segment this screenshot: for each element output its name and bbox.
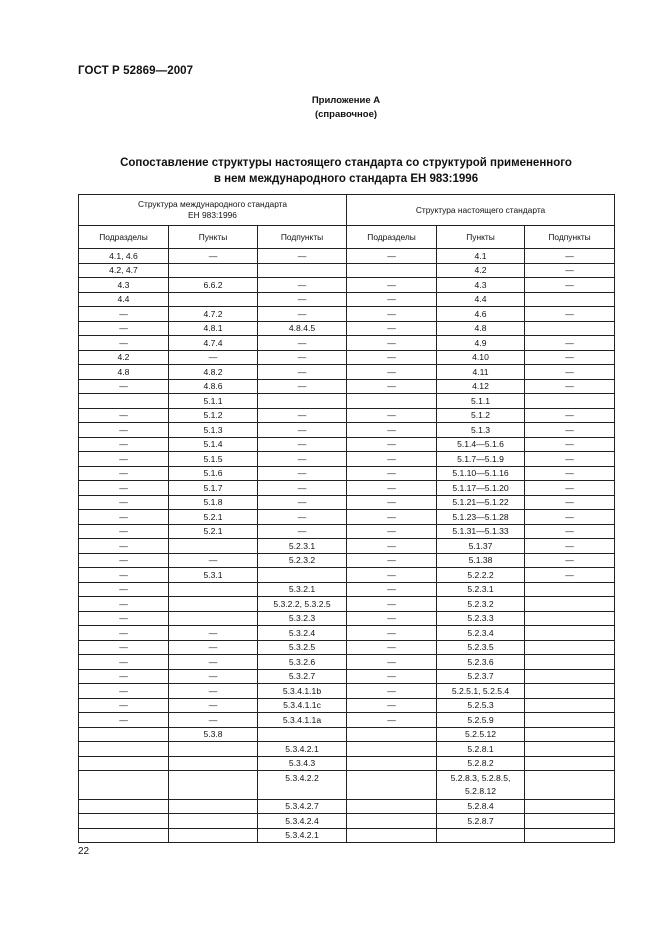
table-row xyxy=(79,466,615,481)
table-cell-clause-intl: 5.3.8 xyxy=(169,727,258,742)
table-cell-clause-this: 5.1.31—5.1.33 xyxy=(437,524,525,539)
table-cell-clause-this: 5.2.3.2 xyxy=(437,597,525,612)
table-cell-subclause-this xyxy=(525,727,615,742)
table-cell-subclause-intl: 5.3.4.2.1 xyxy=(258,742,347,757)
table-cell-subsection-this: — xyxy=(347,698,437,713)
table-cell-subsection-intl xyxy=(79,799,169,814)
column-header-subsections-intl: Подразделы xyxy=(79,226,169,249)
table-cell-subsection-intl: 4.3 xyxy=(79,278,169,293)
table-cell-subclause-intl: — xyxy=(258,307,347,322)
table-cell-subclause-intl: 5.3.4.1.1b xyxy=(258,684,347,699)
table-cell-clause-this: 5.2.5.12 xyxy=(437,727,525,742)
table-cell-subclause-intl: — xyxy=(258,292,347,307)
table-cell-clause-this: 5.2.5.9 xyxy=(437,713,525,728)
column-header-clauses-intl: Пункты xyxy=(169,226,258,249)
table-cell-clause-this: 5.1.38 xyxy=(437,553,525,568)
table-row xyxy=(79,307,615,322)
table-cell-subclause-this: — xyxy=(525,365,615,380)
table-cell-clause-intl xyxy=(169,263,258,278)
table-cell-clause-this: 5.2.8.7 xyxy=(437,814,525,829)
table-cell-subclause-this xyxy=(525,321,615,336)
table-cell-clause-this: 5.1.2 xyxy=(437,408,525,423)
table-cell-subsection-this: — xyxy=(347,524,437,539)
table-header-group-row xyxy=(79,195,615,226)
table-cell-subsection-intl: — xyxy=(79,539,169,554)
table-row xyxy=(79,408,615,423)
table-cell-subclause-this xyxy=(525,684,615,699)
table-cell-subsection-intl: — xyxy=(79,597,169,612)
table-cell-subclause-this: — xyxy=(525,452,615,467)
table-cell-subclause-intl: — xyxy=(258,481,347,496)
table-cell-clause-intl: — xyxy=(169,684,258,699)
table-cell-subclause-this xyxy=(525,799,615,814)
table-cell-clause-intl xyxy=(169,582,258,597)
table-cell-subsection-this: — xyxy=(347,655,437,670)
table-cell-clause-intl xyxy=(169,539,258,554)
table-row xyxy=(79,669,615,684)
table-cell-subsection-this: — xyxy=(347,669,437,684)
table-cell-subclause-intl: — xyxy=(258,466,347,481)
table-cell-clause-intl: 4.8.1 xyxy=(169,321,258,336)
table-cell-clause-this: 4.9 xyxy=(437,336,525,351)
table-cell-subclause-intl: 5.3.4.2.2 xyxy=(258,771,347,800)
table-cell-subsection-intl: — xyxy=(79,713,169,728)
table-cell-subsection-this xyxy=(347,727,437,742)
table-cell-subclause-intl: 5.3.2.6 xyxy=(258,655,347,670)
table-cell-subsection-intl: — xyxy=(79,553,169,568)
table-cell-clause-this: 5.2.3.7 xyxy=(437,669,525,684)
column-header-subclauses-intl: Подпункты xyxy=(258,226,347,249)
table-title-line-1: Сопоставление структуры настоящего стандарта со структурой примененного xyxy=(120,157,572,169)
table-row xyxy=(79,452,615,467)
table-row xyxy=(79,582,615,597)
table-cell-clause-intl: 4.8.2 xyxy=(169,365,258,380)
table-cell-subsection-this xyxy=(347,394,437,409)
table-cell-subsection-this: — xyxy=(347,510,437,525)
table-cell-clause-intl: 5.1.4 xyxy=(169,437,258,452)
table-cell-subclause-intl: — xyxy=(258,278,347,293)
page-number: 22 xyxy=(78,846,90,857)
table-cell-subsection-this: — xyxy=(347,379,437,394)
table-row xyxy=(79,799,615,814)
table-cell-clause-intl xyxy=(169,292,258,307)
table-cell-subclause-intl: 4.8.4.5 xyxy=(258,321,347,336)
header-this-standard: Структура настоящего стандарта xyxy=(347,195,615,226)
table-cell-subsection-intl xyxy=(79,727,169,742)
table-row xyxy=(79,321,615,336)
table-row xyxy=(79,626,615,641)
table-cell-clause-this: 5.2.8.1 xyxy=(437,742,525,757)
table-cell-subclause-intl: — xyxy=(258,408,347,423)
table-cell-subsection-this: — xyxy=(347,597,437,612)
table-cell-subsection-this: — xyxy=(347,278,437,293)
table-cell-clause-this: 5.2.8.4 xyxy=(437,799,525,814)
appendix-label: Приложение А xyxy=(311,95,381,106)
table-cell-clause-intl: — xyxy=(169,655,258,670)
table-cell-subsection-intl: 4.4 xyxy=(79,292,169,307)
table-row xyxy=(79,350,615,365)
table-row xyxy=(79,756,615,771)
table-cell-subsection-this: — xyxy=(347,684,437,699)
table-cell-subclause-intl: — xyxy=(258,423,347,438)
table-cell-subclause-this: — xyxy=(525,466,615,481)
table-row xyxy=(79,655,615,670)
table-cell-subsection-this xyxy=(347,814,437,829)
table-cell-subclause-this xyxy=(525,626,615,641)
table-cell-subsection-intl: 4.2, 4.7 xyxy=(79,263,169,278)
table-cell-subclause-this xyxy=(525,756,615,771)
table-row xyxy=(79,611,615,626)
table-cell-subclause-intl: 5.3.4.2.7 xyxy=(258,799,347,814)
table-cell-clause-intl: 5.2.1 xyxy=(169,524,258,539)
table-cell-subsection-this: — xyxy=(347,350,437,365)
table-cell-subclause-this xyxy=(525,713,615,728)
table-cell-subclause-intl: 5.3.4.2.1 xyxy=(258,828,347,843)
table-cell-clause-this: 5.1.1 xyxy=(437,394,525,409)
table-cell-subclause-intl: 5.3.2.3 xyxy=(258,611,347,626)
table-row xyxy=(79,437,615,452)
table-row xyxy=(79,394,615,409)
table-cell-subsection-intl: — xyxy=(79,408,169,423)
table-cell-subclause-this: — xyxy=(525,336,615,351)
table-cell-clause-intl: 5.1.8 xyxy=(169,495,258,510)
table-cell-subclause-intl: — xyxy=(258,510,347,525)
table-cell-subsection-intl: — xyxy=(79,437,169,452)
table-row xyxy=(79,597,615,612)
table-cell-subsection-this xyxy=(347,756,437,771)
table-cell-subsection-intl: — xyxy=(79,379,169,394)
table-row xyxy=(79,553,615,568)
table-cell-clause-this xyxy=(437,828,525,843)
table-cell-subsection-intl xyxy=(79,756,169,771)
table-cell-subsection-intl: — xyxy=(79,568,169,583)
table-row xyxy=(79,379,615,394)
table-cell-subclause-this: — xyxy=(525,437,615,452)
table-cell-clause-this: 4.11 xyxy=(437,365,525,380)
table-cell-subsection-this: — xyxy=(347,408,437,423)
table-cell-subsection-intl: — xyxy=(79,655,169,670)
table-cell-subclause-intl: 5.2.3.2 xyxy=(258,553,347,568)
table-cell-subclause-this: — xyxy=(525,423,615,438)
table-cell-subclause-this xyxy=(525,828,615,843)
table-cell-clause-intl: — xyxy=(169,640,258,655)
table-cell-subsection-intl: — xyxy=(79,495,169,510)
table-row xyxy=(79,263,615,278)
table-row xyxy=(79,510,615,525)
table-cell-subclause-this xyxy=(525,814,615,829)
table-cell-subsection-this: — xyxy=(347,466,437,481)
table-cell-subclause-this: — xyxy=(525,510,615,525)
table-cell-subclause-this: — xyxy=(525,263,615,278)
table-cell-clause-intl xyxy=(169,771,258,800)
table-cell-subclause-this: — xyxy=(525,568,615,583)
table-cell-subsection-this xyxy=(347,799,437,814)
table-cell-subsection-intl: — xyxy=(79,423,169,438)
table-cell-clause-this: 5.2.8.3, 5.2.8.5, 5.2.8.12 xyxy=(437,771,525,800)
table-cell-subsection-intl: — xyxy=(79,466,169,481)
table-cell-clause-this: 5.2.3.1 xyxy=(437,582,525,597)
table-cell-clause-intl xyxy=(169,799,258,814)
table-cell-subclause-this: — xyxy=(525,524,615,539)
table-cell-clause-intl: 4.7.2 xyxy=(169,307,258,322)
table-row xyxy=(79,539,615,554)
table-row xyxy=(79,423,615,438)
table-row xyxy=(79,495,615,510)
table-cell-clause-this: 5.2.2.2 xyxy=(437,568,525,583)
table-cell-subclause-this: — xyxy=(525,539,615,554)
table-cell-clause-this: 5.2.8.2 xyxy=(437,756,525,771)
table-cell-clause-intl: 5.1.6 xyxy=(169,466,258,481)
table-cell-clause-intl xyxy=(169,828,258,843)
table-cell-subclause-this xyxy=(525,669,615,684)
table-cell-subsection-intl: — xyxy=(79,510,169,525)
table-cell-clause-this: 5.1.3 xyxy=(437,423,525,438)
table-cell-subsection-this: — xyxy=(347,713,437,728)
table-cell-subclause-this xyxy=(525,640,615,655)
table-cell-subclause-intl: 5.3.2.2, 5.3.2.5 xyxy=(258,597,347,612)
table-cell-subsection-intl: — xyxy=(79,684,169,699)
table-cell-clause-this: 5.2.3.3 xyxy=(437,611,525,626)
table-cell-subsection-intl: — xyxy=(79,452,169,467)
table-cell-subsection-intl: — xyxy=(79,698,169,713)
table-cell-subsection-intl: 4.1, 4.6 xyxy=(79,249,169,264)
table-cell-subsection-this: — xyxy=(347,437,437,452)
table-cell-subclause-this: — xyxy=(525,379,615,394)
table-cell-clause-intl: — xyxy=(169,698,258,713)
table-cell-subclause-this xyxy=(525,582,615,597)
table-cell-subsection-this: — xyxy=(347,495,437,510)
table-cell-subsection-intl: — xyxy=(79,669,169,684)
table-row xyxy=(79,640,615,655)
table-cell-subsection-intl xyxy=(79,771,169,800)
table-cell-subsection-this: — xyxy=(347,307,437,322)
table-row xyxy=(79,568,615,583)
table-cell-clause-this: 4.2 xyxy=(437,263,525,278)
table-cell-clause-this: 4.10 xyxy=(437,350,525,365)
table-cell-subsection-this xyxy=(347,771,437,800)
table-cell-clause-this: 4.3 xyxy=(437,278,525,293)
table-cell-subclause-intl: — xyxy=(258,350,347,365)
table-cell-clause-intl: 6.6.2 xyxy=(169,278,258,293)
table-row xyxy=(79,713,615,728)
table-cell-subsection-intl: — xyxy=(79,611,169,626)
table-cell-clause-this: 5.1.7—5.1.9 xyxy=(437,452,525,467)
table-cell-clause-intl xyxy=(169,814,258,829)
table-cell-subclause-intl: 5.3.4.3 xyxy=(258,756,347,771)
table-cell-subclause-intl: 5.3.2.1 xyxy=(258,582,347,597)
table-cell-subclause-intl: — xyxy=(258,452,347,467)
table-cell-subclause-this: — xyxy=(525,278,615,293)
table-cell-subsection-intl xyxy=(79,394,169,409)
table-cell-subclause-this xyxy=(525,611,615,626)
table-cell-subsection-intl: — xyxy=(79,481,169,496)
table-cell-subclause-this xyxy=(525,655,615,670)
table-cell-subclause-this: — xyxy=(525,553,615,568)
table-row xyxy=(79,742,615,757)
table-cell-clause-this: 4.8 xyxy=(437,321,525,336)
table-row xyxy=(79,684,615,699)
table-cell-clause-intl: — xyxy=(169,669,258,684)
table-row xyxy=(79,814,615,829)
table-cell-subsection-this: — xyxy=(347,423,437,438)
table-cell-subsection-this: — xyxy=(347,365,437,380)
table-cell-clause-intl xyxy=(169,597,258,612)
table-cell-subclause-this xyxy=(525,394,615,409)
table-cell-subclause-this: — xyxy=(525,350,615,365)
table-cell-subclause-intl: — xyxy=(258,249,347,264)
table-cell-clause-this: 5.1.23—5.1.28 xyxy=(437,510,525,525)
table-cell-subclause-intl: 5.3.2.7 xyxy=(258,669,347,684)
table-cell-subsection-this: — xyxy=(347,321,437,336)
table-cell-subclause-this: — xyxy=(525,249,615,264)
table-cell-clause-intl: 5.1.5 xyxy=(169,452,258,467)
table-cell-subclause-this xyxy=(525,698,615,713)
table-cell-clause-this: 5.2.3.6 xyxy=(437,655,525,670)
table-cell-clause-this: 4.4 xyxy=(437,292,525,307)
table-cell-clause-this: 5.2.3.5 xyxy=(437,640,525,655)
table-cell-clause-intl: 5.3.1 xyxy=(169,568,258,583)
table-cell-clause-this: 5.1.4—5.1.6 xyxy=(437,437,525,452)
table-cell-subclause-this xyxy=(525,292,615,307)
table-cell-subclause-this: — xyxy=(525,307,615,322)
table-cell-subclause-intl: 5.3.2.5 xyxy=(258,640,347,655)
document-code: ГОСТ Р 52869—2007 xyxy=(78,65,194,77)
header-international-standard: Структура международного стандарта ЕН 983:1996 xyxy=(79,195,347,226)
table-cell-subclause-this: — xyxy=(525,481,615,496)
table-cell-subclause-intl: — xyxy=(258,336,347,351)
table-row xyxy=(79,278,615,293)
table-cell-subclause-intl: 5.3.2.4 xyxy=(258,626,347,641)
table-cell-subsection-this: — xyxy=(347,582,437,597)
table-cell-subclause-intl: — xyxy=(258,437,347,452)
table-cell-subsection-this xyxy=(347,742,437,757)
table-cell-subclause-this: — xyxy=(525,495,615,510)
table-cell-clause-this: 5.1.37 xyxy=(437,539,525,554)
column-header-clauses-this: Пункты xyxy=(437,226,525,249)
table-cell-subclause-this: — xyxy=(525,408,615,423)
table-cell-subsection-this xyxy=(347,828,437,843)
table-cell-subsection-this: — xyxy=(347,626,437,641)
table-cell-subclause-this xyxy=(525,742,615,757)
table-cell-subclause-intl: — xyxy=(258,365,347,380)
table-cell-subclause-intl: 5.3.4.1.1c xyxy=(258,698,347,713)
table-cell-subclause-intl xyxy=(258,568,347,583)
table-cell-clause-intl: — xyxy=(169,350,258,365)
table-cell-clause-intl xyxy=(169,742,258,757)
table-cell-clause-intl: — xyxy=(169,713,258,728)
table-cell-subsection-intl: 4.2 xyxy=(79,350,169,365)
column-header-subsections-this: Подразделы xyxy=(347,226,437,249)
table-cell-clause-intl: 4.8.6 xyxy=(169,379,258,394)
table-cell-subsection-this: — xyxy=(347,292,437,307)
table-cell-subclause-this xyxy=(525,771,615,800)
table-cell-clause-intl: 5.1.3 xyxy=(169,423,258,438)
table-cell-subclause-intl: — xyxy=(258,379,347,394)
table-cell-clause-this: 5.1.21—5.1.22 xyxy=(437,495,525,510)
table-cell-subsection-intl xyxy=(79,814,169,829)
appendix-note: (справочное) xyxy=(314,109,378,120)
table-row xyxy=(79,481,615,496)
structure-comparison-table xyxy=(78,194,615,843)
table-cell-clause-this: 5.2.5.1, 5.2.5.4 xyxy=(437,684,525,699)
table-cell-clause-intl: — xyxy=(169,249,258,264)
table-cell-clause-intl: — xyxy=(169,626,258,641)
table-row xyxy=(79,249,615,264)
table-cell-subsection-intl: — xyxy=(79,321,169,336)
table-cell-subsection-this: — xyxy=(347,568,437,583)
table-cell-clause-intl: 5.1.2 xyxy=(169,408,258,423)
table-cell-subsection-this: — xyxy=(347,553,437,568)
table-row xyxy=(79,698,615,713)
table-cell-subclause-intl xyxy=(258,394,347,409)
table-header-columns-row xyxy=(79,226,615,249)
table-cell-clause-intl xyxy=(169,756,258,771)
table-cell-subsection-intl xyxy=(79,828,169,843)
table-body xyxy=(79,249,615,843)
table-cell-clause-this: 5.1.17—5.1.20 xyxy=(437,481,525,496)
table-row xyxy=(79,727,615,742)
table-cell-subclause-intl: — xyxy=(258,524,347,539)
table-cell-subsection-this: — xyxy=(347,611,437,626)
table-cell-subsection-intl: — xyxy=(79,640,169,655)
table-cell-clause-this: 4.12 xyxy=(437,379,525,394)
table-cell-clause-intl: — xyxy=(169,553,258,568)
table-cell-subsection-intl: — xyxy=(79,524,169,539)
table-title-line-2: в нем международного стандарта ЕН 983:1996 xyxy=(213,173,479,185)
table-cell-subclause-intl: 5.3.4.2.4 xyxy=(258,814,347,829)
column-header-subclauses-this: Подпункты xyxy=(525,226,615,249)
table-cell-clause-this: 5.1.10—5.1.16 xyxy=(437,466,525,481)
table-row xyxy=(79,771,615,800)
table-cell-subsection-intl: 4.8 xyxy=(79,365,169,380)
table-cell-clause-this: 4.1 xyxy=(437,249,525,264)
table-cell-clause-intl: 5.1.1 xyxy=(169,394,258,409)
table-cell-clause-this: 4.6 xyxy=(437,307,525,322)
table-cell-subsection-intl: — xyxy=(79,626,169,641)
table-row xyxy=(79,365,615,380)
table-row xyxy=(79,524,615,539)
table-cell-clause-this: 5.2.3.4 xyxy=(437,626,525,641)
table-cell-subsection-this: — xyxy=(347,249,437,264)
table-cell-clause-this: 5.2.5.3 xyxy=(437,698,525,713)
table-row xyxy=(79,292,615,307)
table-cell-subsection-intl: — xyxy=(79,582,169,597)
table-cell-subsection-this xyxy=(347,263,437,278)
table-cell-subsection-this: — xyxy=(347,481,437,496)
table-cell-subclause-intl xyxy=(258,263,347,278)
table-cell-subsection-this: — xyxy=(347,452,437,467)
table-cell-subclause-intl: — xyxy=(258,495,347,510)
table-cell-clause-intl: 4.7.4 xyxy=(169,336,258,351)
table-cell-subsection-intl: — xyxy=(79,307,169,322)
table-cell-subsection-intl xyxy=(79,742,169,757)
table-cell-subsection-this: — xyxy=(347,539,437,554)
table-cell-subclause-intl: 5.3.4.1.1a xyxy=(258,713,347,728)
table-cell-subsection-this: — xyxy=(347,336,437,351)
table-cell-clause-intl: 5.2.1 xyxy=(169,510,258,525)
table-cell-subsection-intl: — xyxy=(79,336,169,351)
table-cell-subclause-this xyxy=(525,597,615,612)
table-cell-subclause-intl: 5.2.3.1 xyxy=(258,539,347,554)
table-row xyxy=(79,336,615,351)
table-cell-clause-intl xyxy=(169,611,258,626)
table-cell-clause-intl: 5.1.7 xyxy=(169,481,258,496)
table-cell-subsection-this: — xyxy=(347,640,437,655)
table-cell-subclause-intl xyxy=(258,727,347,742)
table-row xyxy=(79,828,615,843)
